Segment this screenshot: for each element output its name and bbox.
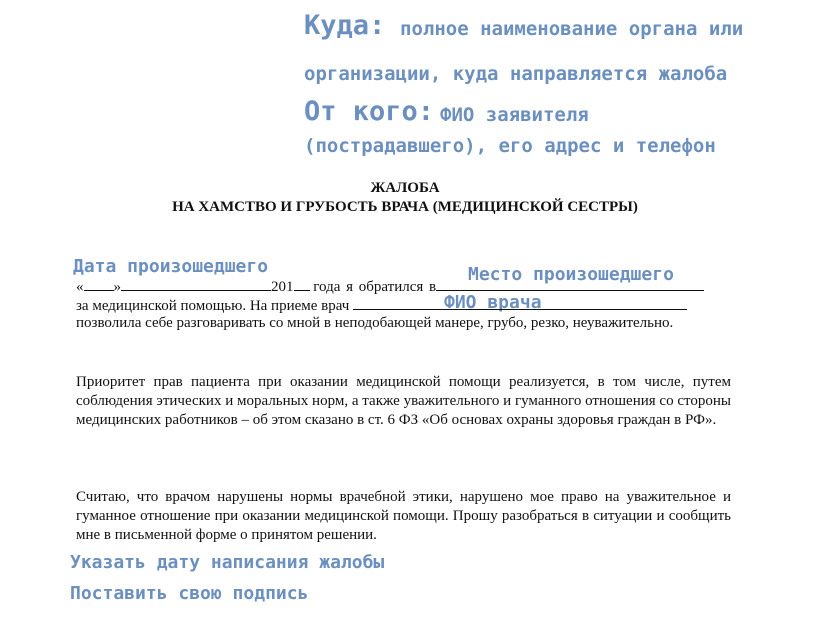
year-blank: [294, 276, 310, 291]
annotation-date-event: Дата произошедшего: [73, 256, 269, 277]
paragraph-request: Считаю, что врачом нарушены нормы врачебной этики, нарушено мое право на уважительное и гуманное отношение при оказании медицинской помощи. Прошу разобраться в ситуации и сообщить мне в письменной форме о принятом решении.: [76, 489, 731, 543]
body-line-2: [76, 295, 736, 316]
from-description-line1: ФИО заявителя: [440, 104, 589, 126]
place-blank: [436, 276, 704, 291]
date-quote-open: «: [76, 279, 84, 295]
body-line-3: позволила себе разговаривать со мной в неподобающей манере, грубо, резко, неуважительно.: [76, 315, 674, 331]
body-line-1: [76, 276, 731, 297]
document-title: ЖАЛОБА: [370, 180, 440, 196]
body-line-2-text: за медицинской помощью. На приеме врач: [76, 298, 350, 314]
from-label: От кого:: [304, 96, 435, 127]
body-line-1-rest: года я обратился в: [313, 279, 437, 295]
annotation-doctor-name: ФИО врача: [444, 292, 542, 313]
to-description-line2: организации, куда направляется жалоба: [304, 63, 728, 85]
month-blank: [121, 276, 271, 291]
document-subtitle: НА ХАМСТВО И ГРУБОСТЬ ВРАЧА (МЕДИЦИНСКОЙ СЕСТРЫ): [172, 199, 638, 215]
date-quote-close: »: [113, 279, 121, 295]
doctor-blank: [353, 295, 687, 310]
annotation-write-date: Указать дату написания жалобы: [70, 552, 385, 573]
to-label: Куда:: [304, 10, 386, 41]
to-description-line1: полное наименование органа или: [400, 18, 744, 40]
from-description-line2: (пострадавшего), его адрес и телефон: [304, 135, 716, 157]
year-prefix: 201: [271, 279, 294, 295]
annotation-place-event: Место произошедшего: [468, 264, 674, 285]
day-blank: [84, 276, 114, 291]
annotation-signature: Поставить свою подпись: [70, 583, 309, 604]
paragraph-patient-rights: Приоритет прав пациента при оказании медицинской помощи реализуется, в том числе, путем соблюдения этических и моральных норм, а также уважительного и гуманного отношения со стороны медицинских работников – об этом сказано в ст. 6 ФЗ «Об основах охраны здоровья граждан в РФ».: [76, 374, 731, 428]
